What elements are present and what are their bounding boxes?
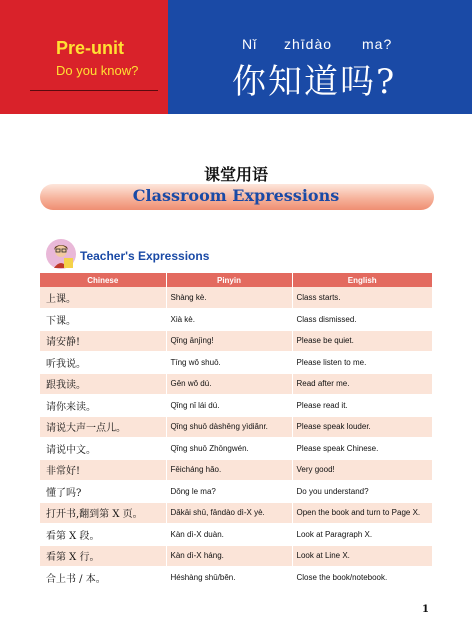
unit-divider xyxy=(30,90,158,91)
title-pinyin xyxy=(242,36,442,52)
chinese-title: 你知道吗? xyxy=(232,62,397,102)
table-row xyxy=(40,395,432,417)
cell-pinyin: Kàn dì-X háng. xyxy=(166,545,292,567)
cell-english: Please be quiet. xyxy=(292,330,432,352)
unit-subtitle: Do you know? xyxy=(56,63,139,78)
pinyin-ma: ma? xyxy=(362,36,393,52)
cell-english: Class starts. xyxy=(292,287,432,309)
header-english: English xyxy=(292,273,432,287)
teacher-expressions-label: Teacher's Expressions xyxy=(80,249,210,263)
header-pinyin: Pinyin xyxy=(166,273,292,287)
header-chinese: Chinese xyxy=(40,273,166,287)
cell-english: Read after me. xyxy=(292,373,432,395)
cell-chinese: 请安静! xyxy=(40,330,166,352)
expressions-table xyxy=(40,273,432,589)
cell-chinese: 合上书 / 本。 xyxy=(40,567,166,589)
unit-title: Pre-unit xyxy=(56,38,125,58)
cell-pinyin: Tīng wǒ shuō. xyxy=(166,352,292,374)
cell-english: Class dismissed. xyxy=(292,309,432,331)
table-row xyxy=(40,438,432,460)
cell-pinyin: Fēicháng hǎo. xyxy=(166,459,292,481)
cell-english: Very good! xyxy=(292,459,432,481)
cell-english: Look at Paragraph X. xyxy=(292,524,432,546)
table-row xyxy=(40,373,432,395)
cell-pinyin: Qǐng ānjìng! xyxy=(166,330,292,352)
cell-pinyin: Qǐng nǐ lái dú. xyxy=(166,395,292,417)
cell-pinyin: Gēn wǒ dú. xyxy=(166,373,292,395)
cell-english: Open the book and turn to Page X. xyxy=(292,502,432,524)
cell-chinese: 下课。 xyxy=(40,309,166,331)
cell-english: Please speak Chinese. xyxy=(292,438,432,460)
table-row xyxy=(40,502,432,524)
cell-pinyin: Dǒng le ma? xyxy=(166,481,292,503)
cell-chinese: 非常好! xyxy=(40,459,166,481)
cell-chinese: 听我说。 xyxy=(40,352,166,374)
cell-chinese: 懂了吗? xyxy=(40,481,166,503)
section-title-chinese: 课堂用语 xyxy=(203,165,268,184)
cell-pinyin: Qǐng shuō dàshēng yìdiǎnr. xyxy=(166,416,292,438)
cell-chinese: 跟我读。 xyxy=(40,373,166,395)
pinyin-ni: Nǐ xyxy=(242,36,258,52)
table-row xyxy=(40,416,432,438)
cell-english: Look at Line X. xyxy=(292,545,432,567)
table-row xyxy=(40,352,432,374)
table-row xyxy=(40,545,432,567)
cell-chinese: 上课。 xyxy=(40,287,166,309)
table-row xyxy=(40,524,432,546)
table-row xyxy=(40,567,432,589)
cell-english: Please listen to me. xyxy=(292,352,432,374)
table-row xyxy=(40,330,432,352)
cell-chinese: 请说大声一点儿。 xyxy=(40,416,166,438)
cell-chinese: 请说中文。 xyxy=(40,438,166,460)
table-header-row xyxy=(40,273,432,287)
cell-chinese: 请你来读。 xyxy=(40,395,166,417)
section-title-english: Classroom Expressions xyxy=(132,186,340,205)
pinyin-zhidao: zhīdào xyxy=(284,36,333,52)
cell-chinese: 看第 X 段。 xyxy=(40,524,166,546)
cell-pinyin: Kàn dì-X duàn. xyxy=(166,524,292,546)
cell-pinyin: Qǐng shuō Zhōngwén. xyxy=(166,438,292,460)
table-row xyxy=(40,287,432,309)
cell-english: Close the book/notebook. xyxy=(292,567,432,589)
cell-pinyin: Shàng kè. xyxy=(166,287,292,309)
cell-pinyin: Xià kè. xyxy=(166,309,292,331)
cell-pinyin: Héshàng shū/běn. xyxy=(166,567,292,589)
cell-english: Please read it. xyxy=(292,395,432,417)
page-number: 1 xyxy=(422,604,429,615)
teacher-icon xyxy=(46,238,76,270)
cell-chinese: 看第 X 行。 xyxy=(40,545,166,567)
cell-pinyin: Dǎkāi shū, fāndào dì-X yè. xyxy=(166,502,292,524)
table-row xyxy=(40,481,432,503)
table-row xyxy=(40,309,432,331)
cell-english: Please speak louder. xyxy=(292,416,432,438)
cell-english: Do you understand? xyxy=(292,481,432,503)
table-row xyxy=(40,459,432,481)
cell-chinese: 打开书,翻到第 X 页。 xyxy=(40,502,166,524)
